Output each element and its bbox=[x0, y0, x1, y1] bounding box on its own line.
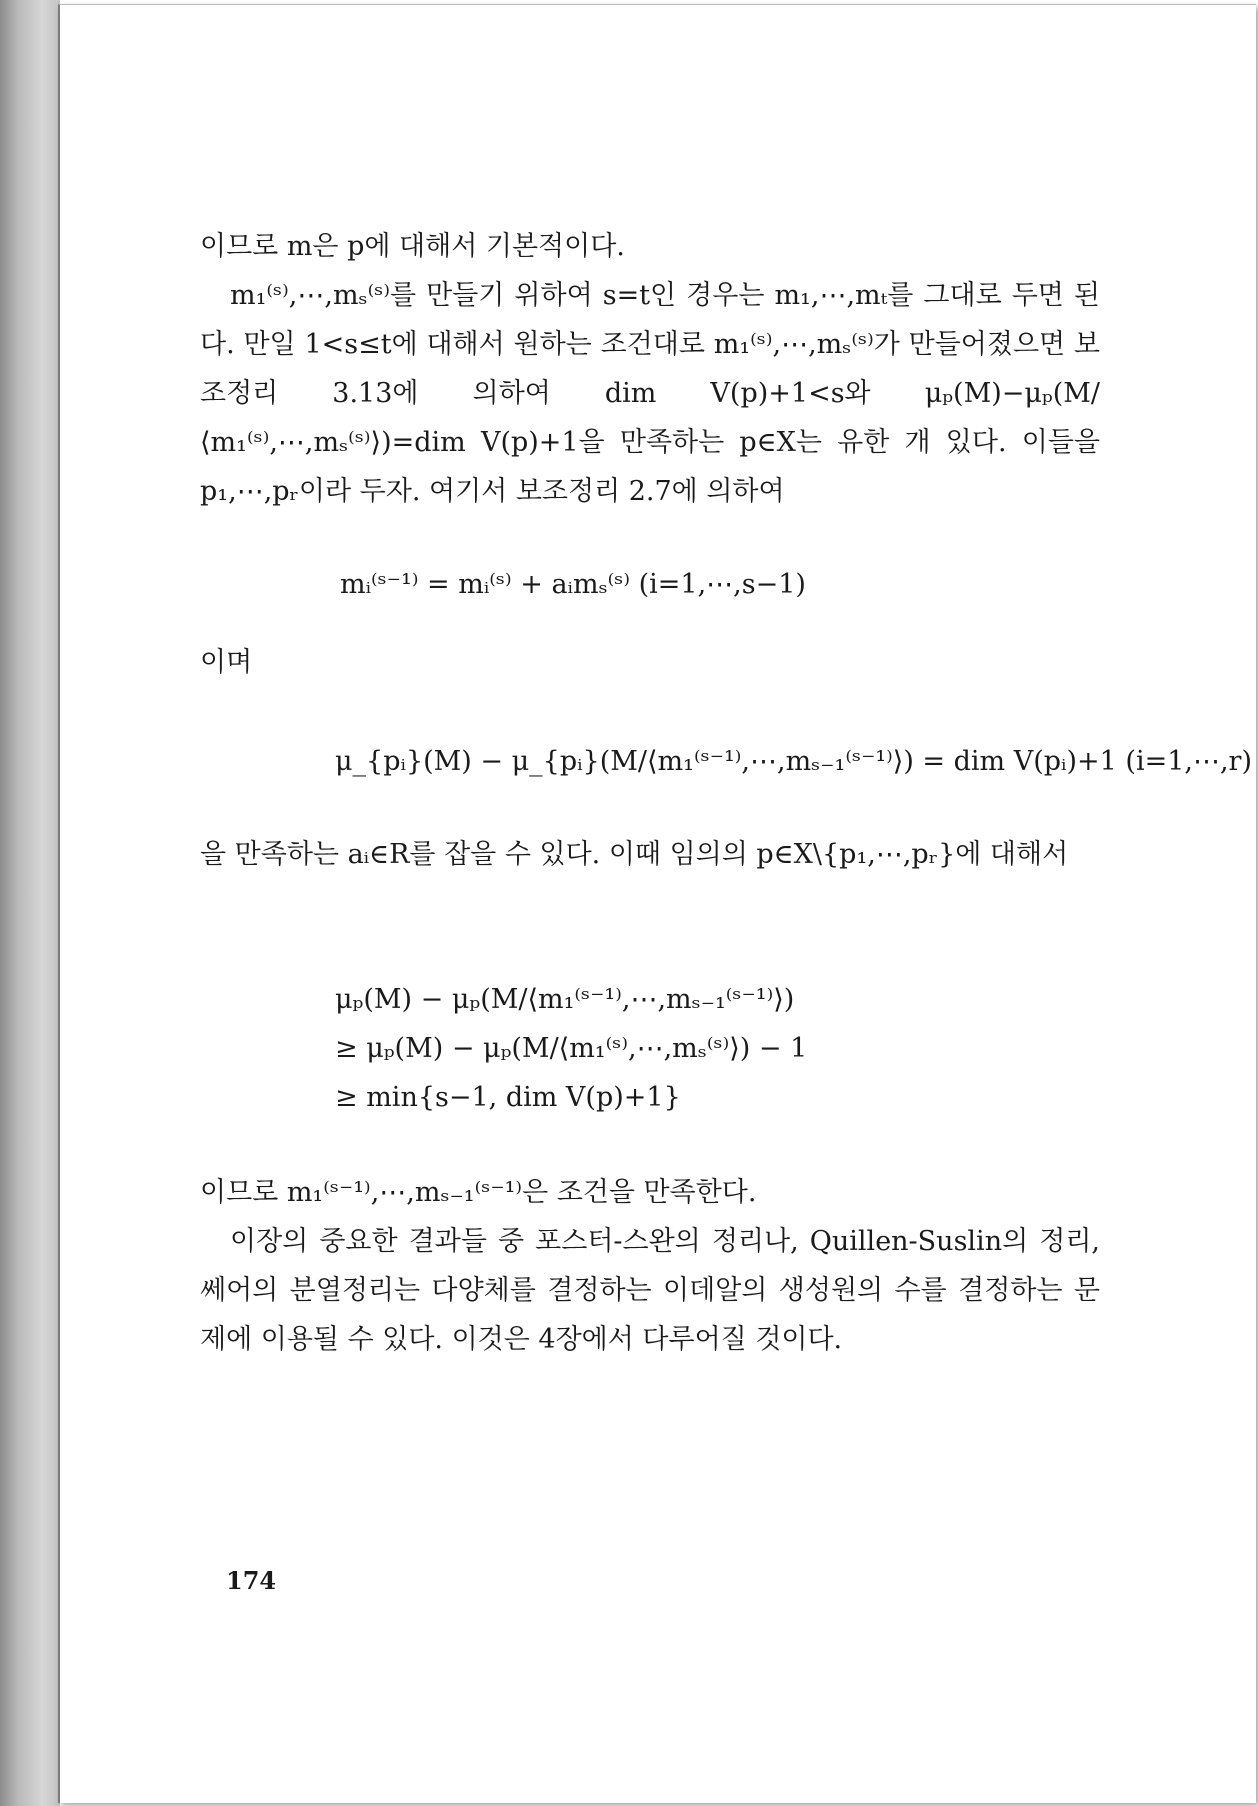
equation-2: μ_{pᵢ}(M) − μ_{pᵢ}(M/⟨m₁⁽ˢ⁻¹⁾,⋯,mₛ₋₁⁽ˢ⁻¹⁾⟩) = dim V(pᵢ)+1 (i=1,⋯,r) bbox=[335, 746, 1252, 777]
equation-line: ≥ μₚ(M) − μₚ(M/⟨m₁⁽ˢ⁾,⋯,mₛ⁽ˢ⁾⟩) − 1 bbox=[335, 1033, 808, 1064]
book-spine-shadow bbox=[0, 0, 60, 1806]
paragraph-1 bbox=[200, 222, 1100, 516]
equation-line: μₚ(M) − μₚ(M/⟨m₁⁽ˢ⁻¹⁾,⋯,mₛ₋₁⁽ˢ⁻¹⁾⟩) bbox=[335, 984, 795, 1015]
paragraph-2 bbox=[200, 830, 1100, 879]
text-line: 을 만족하는 aᵢ∈R를 잡을 수 있다. 이때 임의의 p∈X\{p₁,⋯,pᵣ}에 대해서 bbox=[200, 839, 1069, 870]
equation-3 bbox=[335, 975, 807, 1122]
equation-1: mᵢ⁽ˢ⁻¹⁾ = mᵢ⁽ˢ⁾ + aᵢmₛ⁽ˢ⁾ (i=1,⋯,s−1) bbox=[340, 569, 806, 600]
equation-line: ≥ min{s−1, dim V(p)+1} bbox=[335, 1082, 681, 1113]
text-line: 이므로 m은 p에 대해서 기본적이다. bbox=[200, 231, 625, 262]
text-line: m₁⁽ˢ⁾,⋯,mₛ⁽ˢ⁾를 만들기 위하여 s=t인 경우는 m₁,⋯,mₜ를 그대로 두면 된다. 만일 1<s≤t에 대해서 원하는 조건대로 m₁⁽ˢ⁾,⋯,mₛ⁽ˢ⁾가 만들어졌으면 보조정리 3.13에 의하여 dim V(p)+1<s와 μₚ(M)−μₚ(M/⟨m₁⁽ˢ⁾,⋯,mₛ⁽ˢ⁾⟩)=dim V(p)+1을 만족하는 p∈X는 유한 개 있다. 이들을 p₁,⋯,pᵣ이라 두자. 여기서 보조정리 2.7에 의하여 bbox=[200, 280, 1100, 507]
paragraph-3 bbox=[200, 1168, 1100, 1364]
page-number: 174 bbox=[226, 1566, 277, 1595]
text-line: 이므로 m₁⁽ˢ⁻¹⁾,⋯,mₛ₋₁⁽ˢ⁻¹⁾은 조건을 만족한다. bbox=[200, 1177, 757, 1208]
text-line: 이장의 중요한 결과들 중 포스터-스완의 정리나, Quillen-Suslin의 정리, 쎄어의 분열정리는 다양체를 결정하는 이데알의 생성원의 수를 결정하는 문제에 이용될 수 있다. 이것은 4장에서 다루어질 것이다. bbox=[200, 1226, 1100, 1355]
word-imyeo: 이며 bbox=[200, 647, 253, 678]
